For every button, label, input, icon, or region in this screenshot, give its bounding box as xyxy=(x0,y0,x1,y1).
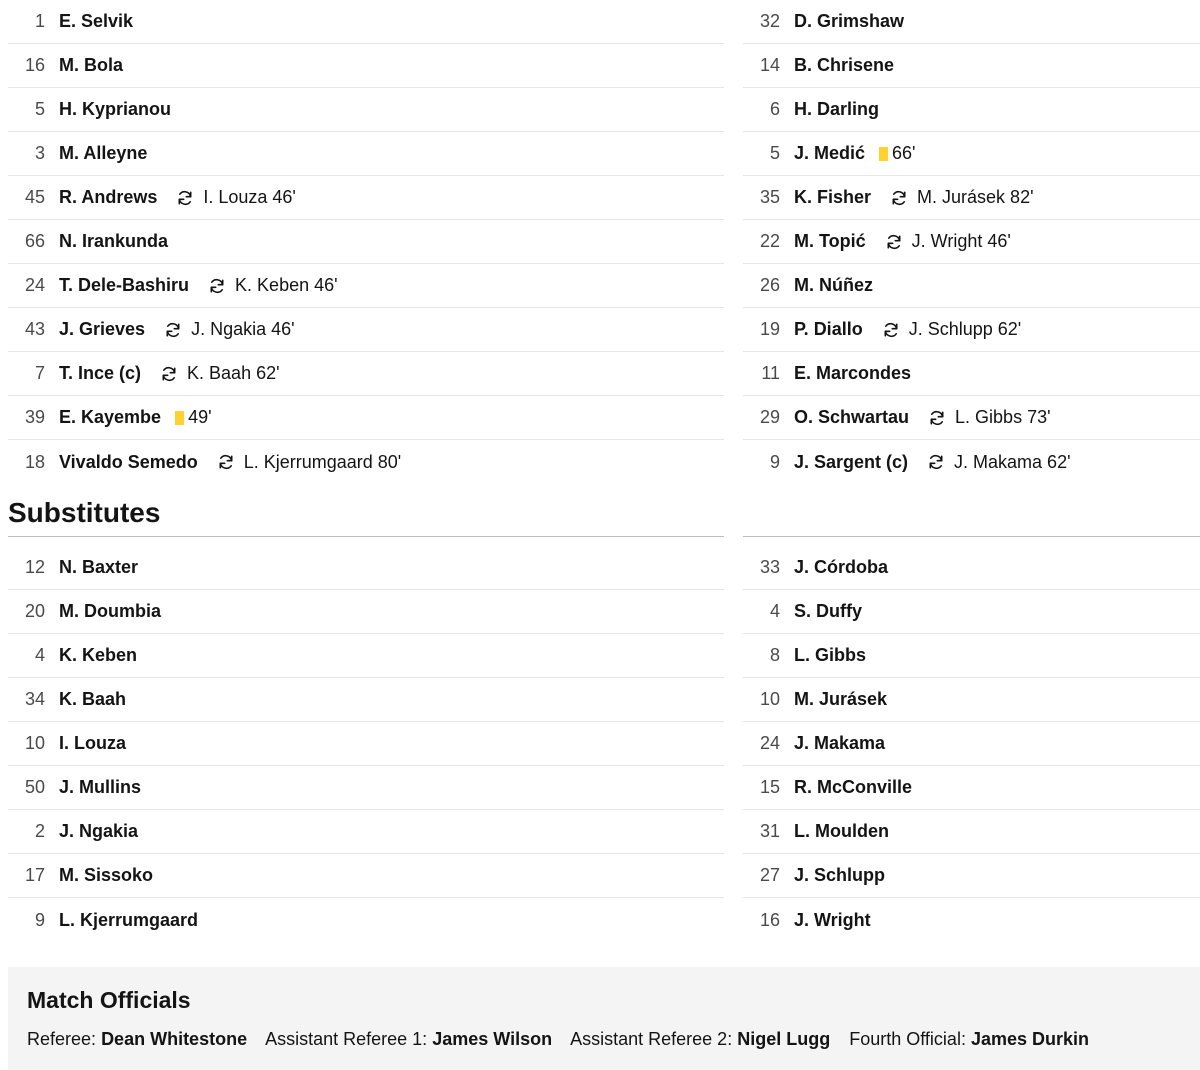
player-row xyxy=(8,440,724,484)
player-row xyxy=(743,678,1200,722)
player-row xyxy=(8,722,724,766)
player-name[interactable]: M. Núñez xyxy=(794,275,873,295)
shirt-number: 4 xyxy=(769,601,780,621)
player-row xyxy=(8,590,724,634)
player-name[interactable]: K. Keben xyxy=(59,645,138,665)
shirt-number: 66 xyxy=(24,231,45,251)
shirt-number: 4 xyxy=(34,645,45,665)
player-row xyxy=(743,634,1200,678)
substitution-text: J. Makama 62' xyxy=(954,451,1071,472)
player-name[interactable]: H. Darling xyxy=(794,99,880,119)
substitution-text: L. Kjerrumgaard 80' xyxy=(243,451,402,472)
shirt-number: 24 xyxy=(24,275,45,295)
player-row xyxy=(743,810,1200,854)
shirt-number: 5 xyxy=(769,143,780,163)
substitution-text: J. Schlupp 62' xyxy=(908,319,1022,339)
referee-name: Dean Whitestone xyxy=(101,1029,248,1049)
player-row xyxy=(743,440,1200,484)
player-row xyxy=(8,546,724,590)
substitution-text: I. Louza 46' xyxy=(203,187,296,207)
assistant-referee-1-name: James Wilson xyxy=(432,1029,553,1049)
player-row xyxy=(8,352,724,396)
shirt-number: 18 xyxy=(24,451,45,472)
match-officials-panel xyxy=(8,967,1200,1070)
substitution-icon xyxy=(159,364,179,384)
shirt-number: 12 xyxy=(24,557,45,577)
yellow-card-icon xyxy=(879,147,888,161)
shirt-number: 3 xyxy=(34,143,45,163)
shirt-number: 19 xyxy=(759,319,780,339)
substitutes-lists xyxy=(8,546,1200,942)
player-name[interactable]: J. Wright xyxy=(794,909,871,930)
player-name[interactable]: J. Schlupp xyxy=(794,865,886,885)
player-name[interactable]: M. Alleyne xyxy=(59,143,148,163)
player-name[interactable]: K. Baah xyxy=(59,689,127,709)
shirt-number: 39 xyxy=(24,407,45,427)
player-name[interactable]: N. Irankunda xyxy=(59,231,169,251)
player-row xyxy=(743,220,1200,264)
player-row xyxy=(8,44,724,88)
substitution-icon xyxy=(207,276,227,296)
assistant-referee-2-name: Nigel Lugg xyxy=(737,1029,831,1049)
player-name[interactable]: T. Ince (c) xyxy=(59,363,142,383)
player-name[interactable]: I. Louza xyxy=(59,733,126,753)
player-name[interactable]: P. Diallo xyxy=(794,319,863,339)
substitution-icon xyxy=(884,232,904,252)
player-name[interactable]: J. Makama xyxy=(794,733,886,753)
substitution-event xyxy=(889,187,1033,208)
player-name[interactable]: L. Gibbs xyxy=(794,645,866,665)
substitution-event xyxy=(207,275,338,296)
player-row xyxy=(743,898,1200,942)
player-row xyxy=(8,220,724,264)
player-row xyxy=(8,766,724,810)
substitution-text: J. Ngakia 46' xyxy=(191,319,295,339)
substitution-text: K. Keben 46' xyxy=(235,275,338,295)
player-row xyxy=(743,722,1200,766)
player-row xyxy=(8,264,724,308)
player-row xyxy=(743,590,1200,634)
substitution-text: M. Jurásek 82' xyxy=(917,187,1034,207)
player-name[interactable]: R. McConville xyxy=(794,777,913,797)
shirt-number: 11 xyxy=(761,363,780,383)
player-name[interactable]: M. Bola xyxy=(59,55,124,75)
player-name[interactable]: E. Selvik xyxy=(59,11,134,31)
shirt-number: 22 xyxy=(759,231,780,251)
player-row xyxy=(8,678,724,722)
player-row xyxy=(8,308,724,352)
player-name[interactable]: Vivaldo Semedo xyxy=(59,451,198,472)
substitution-event xyxy=(163,319,295,340)
shirt-number: 26 xyxy=(759,275,780,295)
player-name[interactable]: D. Grimshaw xyxy=(794,11,905,31)
substitution-text: K. Baah 62' xyxy=(187,363,280,383)
player-name[interactable]: O. Schwartau xyxy=(794,407,910,427)
away-substitutes-divider xyxy=(743,536,1200,537)
player-row xyxy=(8,132,724,176)
substitution-event xyxy=(216,452,402,473)
player-name[interactable]: T. Dele-Bashiru xyxy=(59,275,190,295)
shirt-number: 17 xyxy=(24,865,45,885)
shirt-number: 24 xyxy=(759,733,780,753)
player-name[interactable]: J. Mullins xyxy=(59,777,142,797)
substitution-icon xyxy=(926,452,946,472)
match-officials-heading: Match Officials xyxy=(27,987,191,1013)
player-name[interactable]: M. Jurásek xyxy=(794,689,888,709)
player-row xyxy=(743,766,1200,810)
player-name[interactable]: J. Medić xyxy=(794,143,866,163)
player-name[interactable]: J. Sargent (c) xyxy=(794,451,909,472)
player-name[interactable]: J. Ngakia xyxy=(59,821,139,841)
player-name[interactable]: M. Sissoko xyxy=(59,865,154,885)
substitution-icon xyxy=(216,452,236,472)
shirt-number: 10 xyxy=(759,689,780,709)
fourth-official-name: James Durkin xyxy=(970,1029,1090,1049)
player-row xyxy=(743,308,1200,352)
player-name[interactable]: L. Moulden xyxy=(794,821,889,841)
player-row xyxy=(743,0,1200,44)
shirt-number: 9 xyxy=(34,909,45,930)
booking-minute: 49' xyxy=(188,407,212,427)
player-row xyxy=(8,176,724,220)
player-row xyxy=(8,854,724,898)
player-row xyxy=(743,44,1200,88)
starting-lineups xyxy=(8,0,1200,484)
player-name[interactable]: E. Marcondes xyxy=(794,363,912,383)
shirt-number: 7 xyxy=(34,363,45,383)
player-name[interactable]: M. Topić xyxy=(794,231,866,251)
shirt-number: 8 xyxy=(769,645,780,665)
shirt-number: 1 xyxy=(34,11,45,31)
substitution-event xyxy=(881,319,1022,340)
booking-event xyxy=(883,143,915,164)
player-row xyxy=(8,0,724,44)
shirt-number: 45 xyxy=(24,187,45,207)
home-substitutes-divider xyxy=(8,536,724,537)
player-row xyxy=(8,88,724,132)
player-name[interactable]: S. Duffy xyxy=(794,601,863,621)
shirt-number: 29 xyxy=(759,407,780,427)
shirt-number: 6 xyxy=(769,99,780,119)
player-row xyxy=(743,88,1200,132)
booking-minute: 66' xyxy=(892,143,916,163)
officials-line xyxy=(27,1029,1103,1050)
away-substitutes xyxy=(743,546,1200,942)
substitution-text: L. Gibbs 73' xyxy=(955,407,1051,427)
player-name[interactable]: L. Kjerrumgaard xyxy=(59,909,199,930)
substitution-text: J. Wright 46' xyxy=(911,231,1011,251)
substitution-event xyxy=(159,363,280,384)
shirt-number: 15 xyxy=(759,777,780,797)
shirt-number: 27 xyxy=(759,865,780,885)
player-row xyxy=(743,854,1200,898)
shirt-number: 10 xyxy=(24,733,45,753)
shirt-number: 14 xyxy=(759,55,780,75)
shirt-number: 32 xyxy=(759,11,780,31)
player-row xyxy=(743,264,1200,308)
player-row xyxy=(8,810,724,854)
shirt-number: 50 xyxy=(24,777,45,797)
shirt-number: 16 xyxy=(759,909,780,930)
substitution-icon xyxy=(163,320,183,340)
shirt-number: 2 xyxy=(34,821,45,841)
shirt-number: 16 xyxy=(24,55,45,75)
shirt-number: 43 xyxy=(24,319,45,339)
player-row xyxy=(8,396,724,440)
booking-event xyxy=(179,407,211,428)
player-name[interactable]: R. Andrews xyxy=(59,187,158,207)
home-lineup xyxy=(8,0,724,484)
player-row xyxy=(743,396,1200,440)
player-row xyxy=(8,898,724,942)
fourth-official-role: Fourth Official: xyxy=(849,1029,966,1049)
referee-role: Referee: xyxy=(27,1029,97,1049)
player-name[interactable]: J. Córdoba xyxy=(794,557,889,577)
home-substitutes xyxy=(8,546,724,942)
substitution-icon xyxy=(175,188,195,208)
shirt-number: 33 xyxy=(759,557,780,577)
player-row xyxy=(743,132,1200,176)
assistant-referee-1-role: Assistant Referee 1: xyxy=(265,1029,428,1049)
substitution-icon xyxy=(889,188,909,208)
player-row xyxy=(8,634,724,678)
shirt-number: 9 xyxy=(769,451,780,472)
player-name[interactable]: H. Kyprianou xyxy=(59,99,172,119)
player-name[interactable]: J. Grieves xyxy=(59,319,146,339)
substitutes-heading: Substitutes xyxy=(8,497,161,528)
player-row xyxy=(743,546,1200,590)
substitution-event xyxy=(884,231,1011,252)
player-name[interactable]: K. Fisher xyxy=(794,187,872,207)
player-name[interactable]: B. Chrisene xyxy=(794,55,895,75)
shirt-number: 34 xyxy=(24,689,45,709)
substitution-event xyxy=(927,407,1051,428)
substitution-event xyxy=(926,452,1070,473)
player-name[interactable]: M. Doumbia xyxy=(59,601,161,621)
substitution-event xyxy=(175,187,296,208)
substitution-icon xyxy=(881,320,901,340)
assistant-referee-2-role: Assistant Referee 2: xyxy=(570,1029,733,1049)
shirt-number: 5 xyxy=(34,99,45,119)
away-lineup xyxy=(743,0,1200,484)
player-name[interactable]: N. Baxter xyxy=(59,557,139,577)
player-row xyxy=(743,176,1200,220)
substitution-icon xyxy=(927,408,947,428)
shirt-number: 31 xyxy=(759,821,780,841)
shirt-number: 20 xyxy=(24,601,45,621)
shirt-number: 35 xyxy=(759,187,780,207)
yellow-card-icon xyxy=(175,411,184,425)
player-row xyxy=(743,352,1200,396)
player-name[interactable]: E. Kayembe xyxy=(59,407,162,427)
